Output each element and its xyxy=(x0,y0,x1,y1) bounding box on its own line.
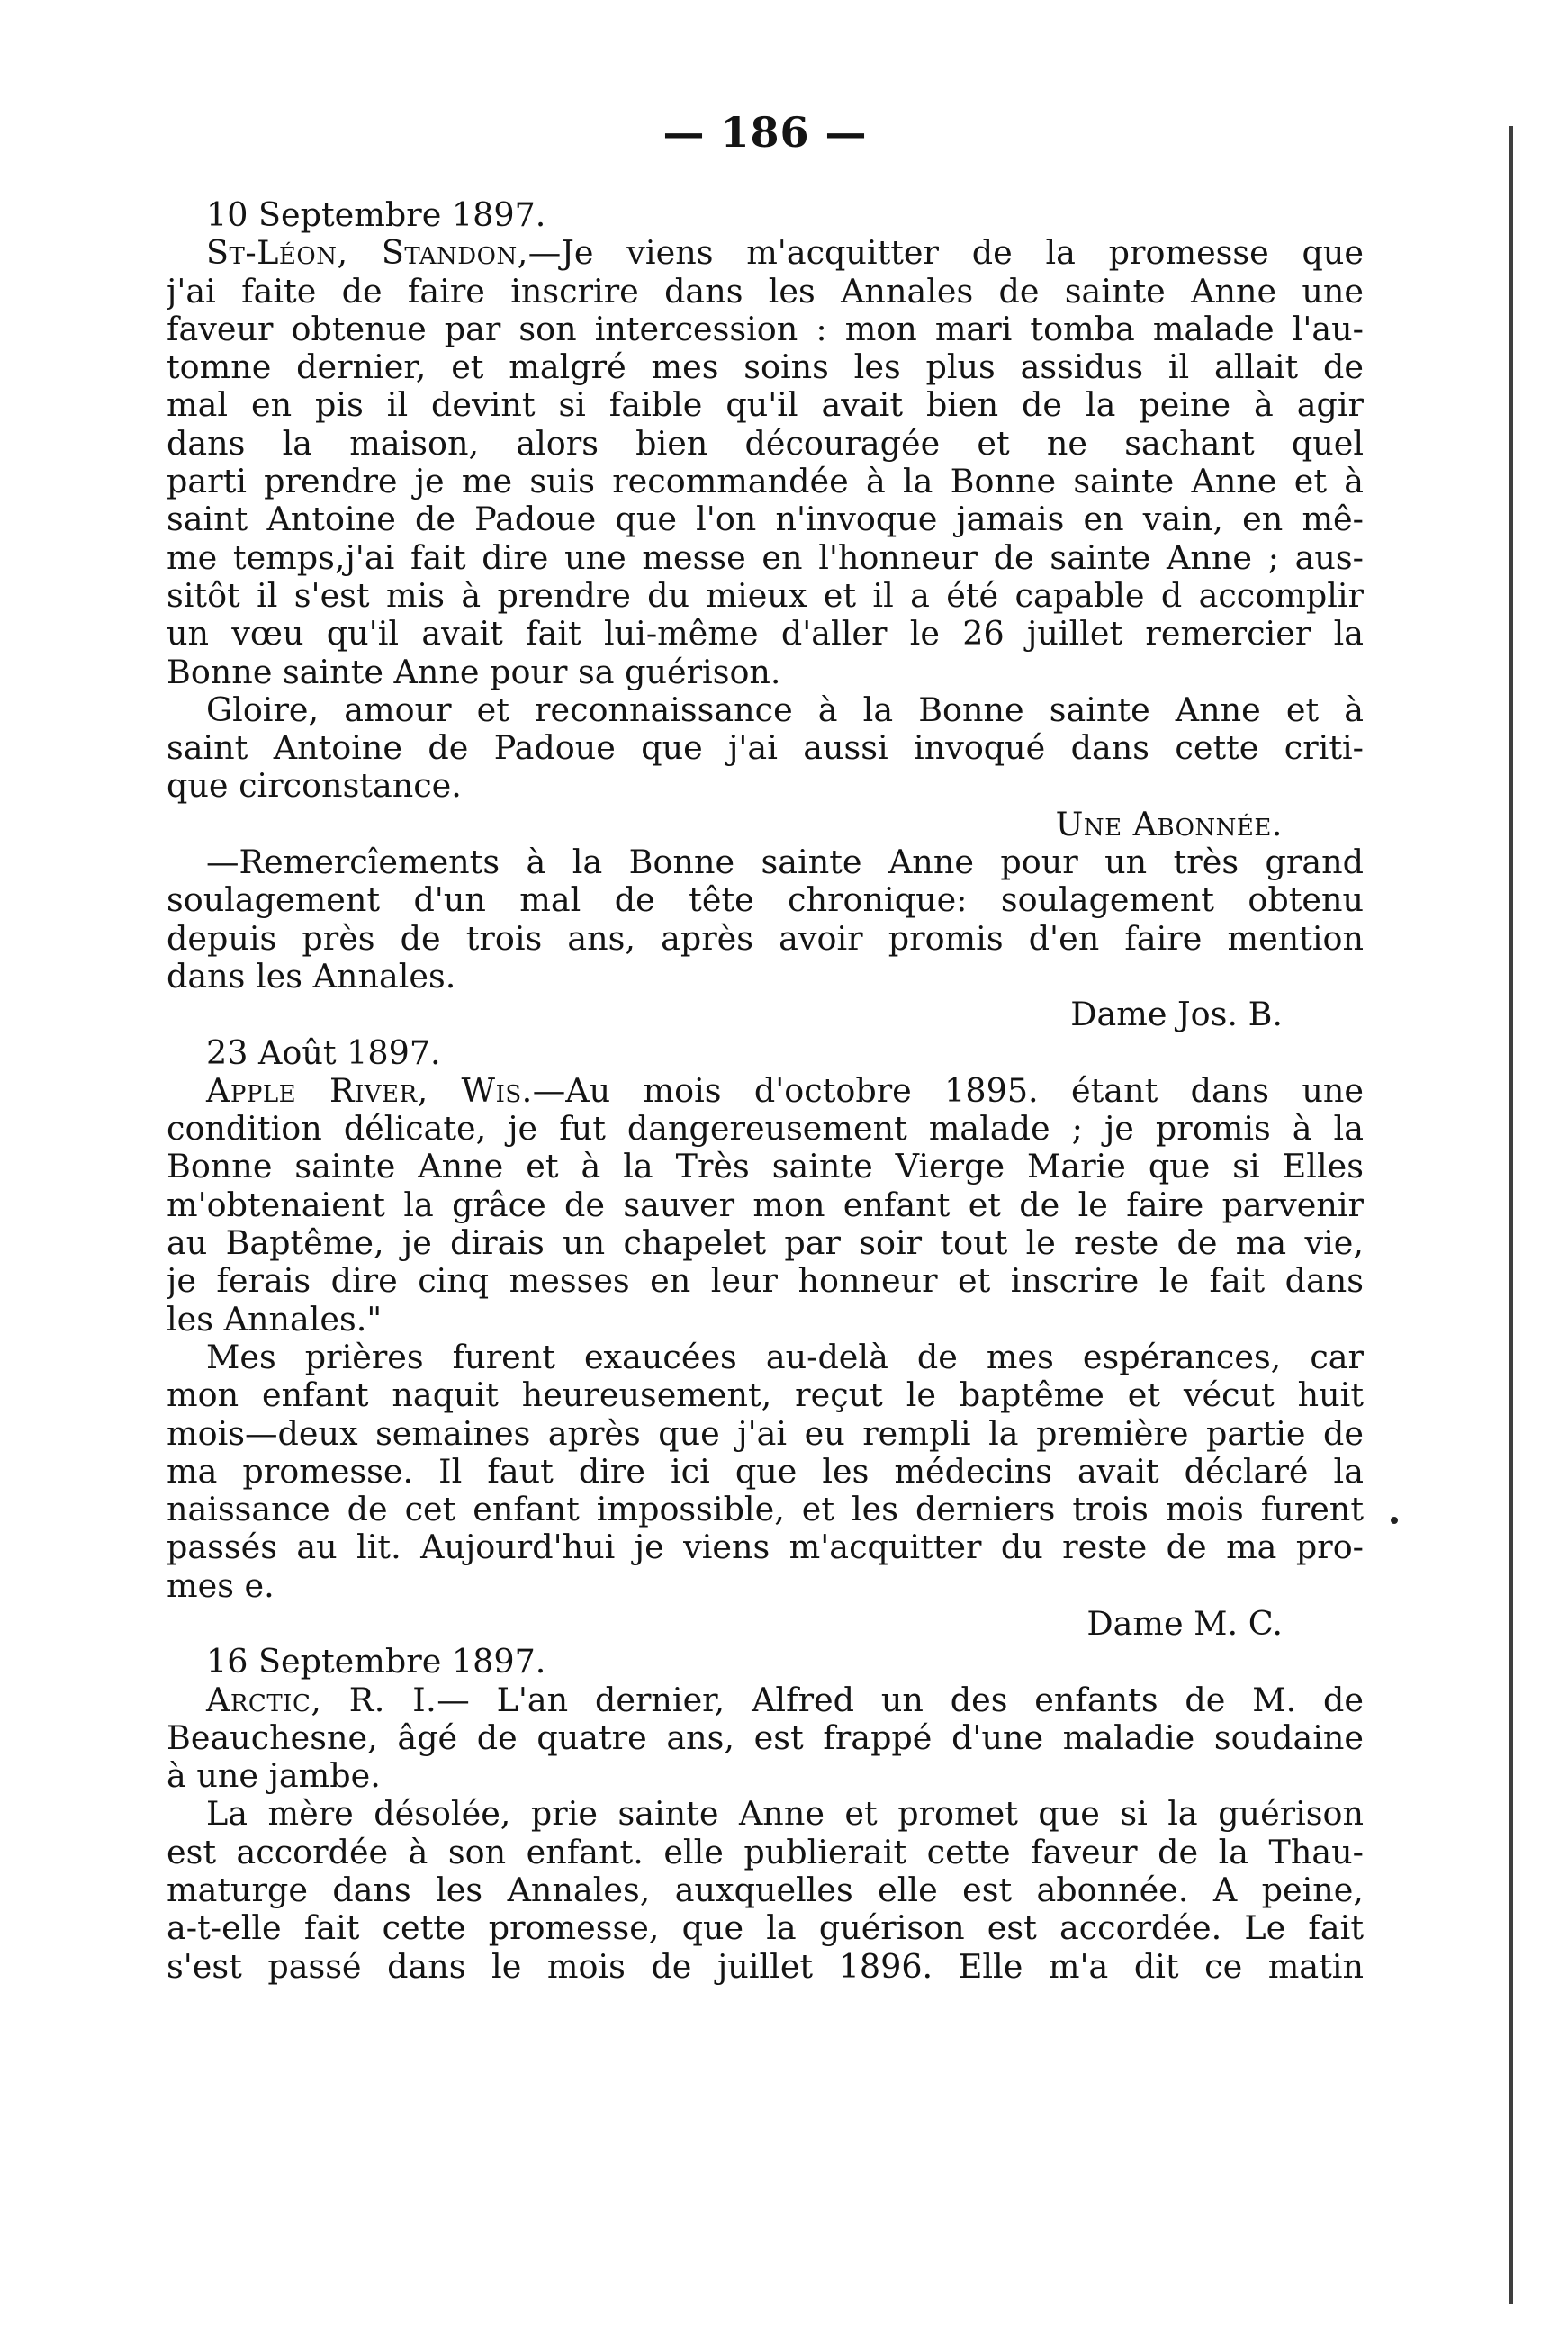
text-line: Beauchesne, âgé de quatre ans, est frappé d'une maladie soudaine xyxy=(167,1718,1364,1757)
text-line: passés au lit. Aujourd'hui je viens m'acquitter du reste de ma pro- xyxy=(167,1528,1364,1567)
margin-dot xyxy=(1391,1517,1398,1524)
text-line: Mes prières furent exaucées au-delà de mes espérances, car xyxy=(206,1338,1364,1376)
text-line: 23 Août 1897. xyxy=(206,1033,441,1072)
text-line xyxy=(167,1681,1364,1719)
place-name: Arctic, R. I. xyxy=(206,1681,437,1719)
text-line: maturge dans les Annales, auxquelles elle est abonnée. A peine, xyxy=(167,1871,1364,1910)
place-name: St-Léon, Standon, xyxy=(206,234,528,273)
page-number: — 186 — xyxy=(662,108,868,157)
text-line xyxy=(167,806,1364,843)
text-line: Dame M. C. xyxy=(1086,1604,1283,1643)
text-line: je ferais dire cinq messes en leur honneur et inscrire le fait dans xyxy=(167,1262,1364,1301)
text-line: que circonstance. xyxy=(167,767,462,806)
text-line: naissance de cet enfant impossible, et les derniers trois mois furent xyxy=(167,1491,1364,1529)
text-line: me temps,j'ai fait dire une messe en l'honneur de sainte Anne ; aus- xyxy=(167,538,1364,577)
text-line: parti prendre je me suis recommandée à la Bonne sainte Anne et à xyxy=(167,463,1364,501)
text-line: La mère désolée, prie sainte Anne et promet que si la guérison xyxy=(206,1795,1364,1834)
text-line: condition délicate, je fut dangereusement malade ; je promis à la xyxy=(167,1110,1364,1149)
testimonial-entry xyxy=(167,1643,1364,1986)
text-line: depuis près de trois ans, après avoir promis d'en faire mention xyxy=(167,919,1364,958)
testimonial-entry xyxy=(167,1034,1364,1644)
testimonial-entry xyxy=(167,196,1364,843)
text-line: s'est passé dans le mois de juillet 1896. Elle m'a dit ce matin xyxy=(167,1947,1364,1986)
text-line: les Annales." xyxy=(167,1300,383,1339)
text-line: m'obtenaient la grâce de sauver mon enfant et de le faire parvenir xyxy=(167,1186,1364,1224)
text-line: —Remercîements à la Bonne sainte Anne pour un très grand xyxy=(206,843,1364,882)
text-line xyxy=(167,234,1364,272)
line-text: — L'an dernier, Alfred un des enfants de M. de xyxy=(437,1681,1364,1719)
text-line: faveur obtenue par son intercession : mon mari tomba malade l'au- xyxy=(167,310,1364,348)
text-line: saint Antoine de Padoue que l'on n'invoque jamais en vain, en mê- xyxy=(167,500,1364,539)
text-line xyxy=(167,1072,1364,1110)
text-line: mal en pis il devint si faible qu'il avait bien de la peine à agir xyxy=(167,386,1364,425)
text-line: Dame Jos. B. xyxy=(1070,996,1283,1034)
text-line: 10 Septembre 1897. xyxy=(206,196,546,234)
book-page xyxy=(167,108,1364,1986)
text-line: dans la maison, alors bien découragée et ne sachant quel xyxy=(167,424,1364,463)
testimonial-list xyxy=(167,196,1364,1986)
line-text: —Au mois d'octobre 1895. étant dans une xyxy=(532,1071,1364,1110)
text-line: à une jambe. xyxy=(167,1757,381,1796)
text-line: 16 Septembre 1897. xyxy=(206,1643,546,1681)
place-name: Une Abonnée. xyxy=(1055,805,1283,843)
text-line: sitôt il s'est mis à prendre du mieux et il a été capable d accomplir xyxy=(167,576,1364,615)
text-line: ma promesse. Il faut dire ici que les médecins avait déclaré la xyxy=(167,1452,1364,1491)
text-line: un vœu qu'il avait fait lui-même d'aller le 26 juillet remercier la xyxy=(167,615,1364,654)
text-line: au Baptême, je dirais un chapelet par soir tout le reste de ma vie, xyxy=(167,1224,1364,1263)
text-line: est accordée à son enfant. elle publierait cette faveur de la Thau- xyxy=(167,1833,1364,1871)
page-edge-rule xyxy=(1509,126,1513,2304)
place-name: Apple River, Wis. xyxy=(206,1071,533,1110)
text-line: saint Antoine de Padoue que j'ai aussi invoqué dans cette criti- xyxy=(167,729,1364,768)
text-line: soulagement d'un mal de tête chronique: soulagement obtenu xyxy=(167,881,1364,920)
line-text: —Je viens m'acquitter de la promesse que xyxy=(527,234,1364,273)
text-line: Bonne sainte Anne pour sa guérison. xyxy=(167,653,781,691)
text-line: j'ai faite de faire inscrire dans les Annales de sainte Anne une xyxy=(167,272,1364,311)
text-line: mois—deux semaines après que j'ai eu rempli la première partie de xyxy=(167,1414,1364,1453)
text-line: tomne dernier, et malgré mes soins les plus assidus il allait de xyxy=(167,348,1364,387)
testimonial-entry xyxy=(167,843,1364,1033)
text-line: dans les Annales. xyxy=(167,957,456,996)
text-line: Bonne sainte Anne et à la Très sainte Vierge Marie que si Elles xyxy=(167,1148,1364,1186)
text-line: mon enfant naquit heureusement, reçut le baptême et vécut huit xyxy=(167,1376,1364,1415)
text-line: Gloire, amour et reconnaissance à la Bonne sainte Anne et à xyxy=(206,690,1364,729)
text-line: mes e. xyxy=(167,1566,275,1605)
text-line: a-t-elle fait cette promesse, que la guérison est accordée. Le fait xyxy=(167,1909,1364,1948)
